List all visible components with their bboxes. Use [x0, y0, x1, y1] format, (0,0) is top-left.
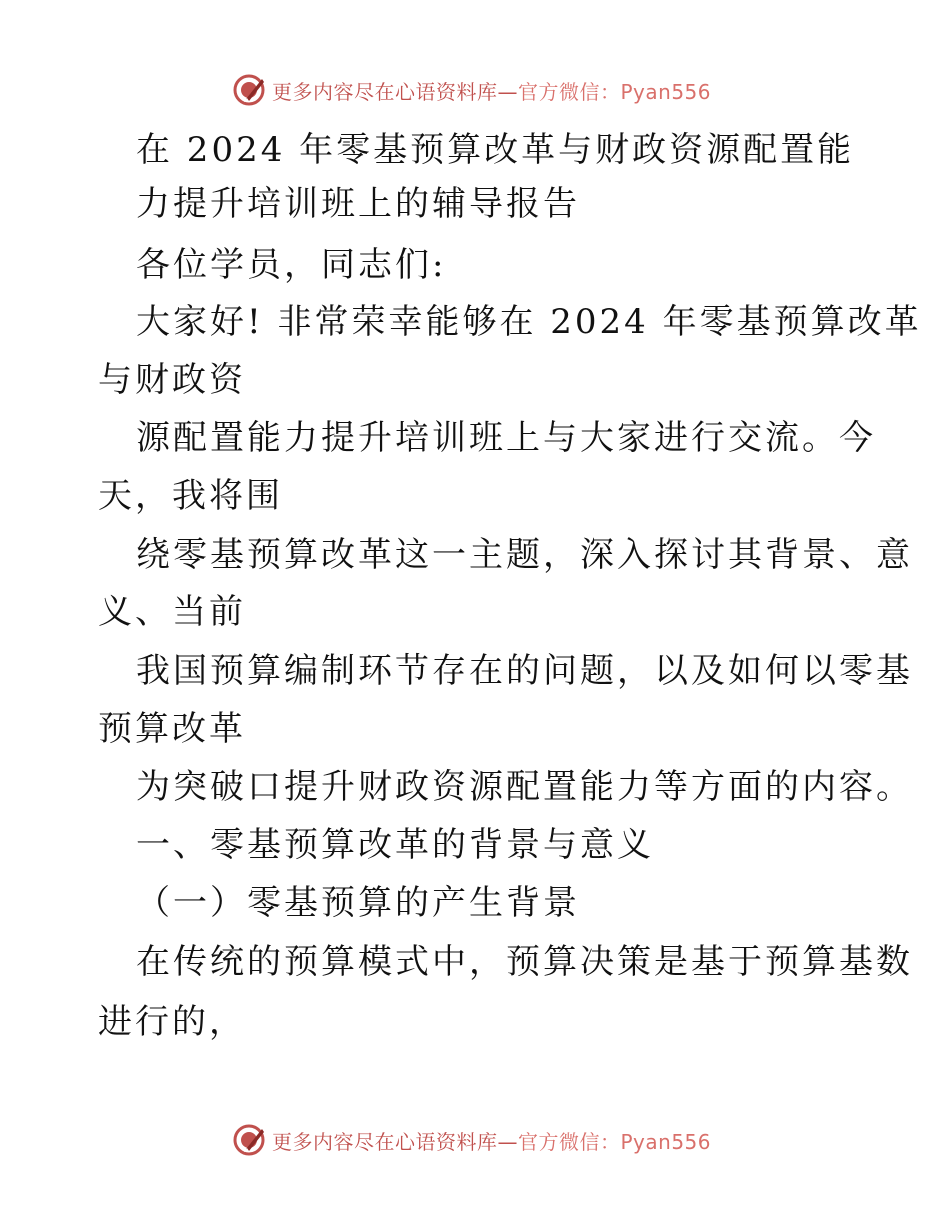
footer-banner [232, 1120, 732, 1160]
header-banner-main: 更多内容尽在心语资料库 [272, 79, 498, 104]
title-line-1: 在 2024 年零基预算改革与财政资源配置能 [136, 130, 855, 170]
paragraph-line: 与财政资 [98, 360, 246, 400]
pen-logo-icon [232, 1123, 266, 1157]
footer-banner-contact: 官方微信：Pyan556 [518, 1129, 712, 1154]
paragraph-line: 大家好! 非常荣幸能够在 2024 年零基预算改革 [136, 302, 922, 342]
salutation: 各位学员，同志们: [136, 245, 447, 285]
subsection-heading: （一）零基预算的产生背景 [136, 883, 580, 923]
title-line-2: 力提升培训班上的辅导报告 [136, 184, 580, 224]
header-banner-contact: 官方微信：Pyan556 [518, 79, 712, 104]
paragraph-line: 在传统的预算模式中，预算决策是基于预算基数 [136, 942, 913, 982]
paragraph-line: 为突破口提升财政资源配置能力等方面的内容。 [136, 767, 913, 807]
paragraph-line: 绕零基预算改革这一主题，深入探讨其背景、意 [136, 535, 913, 575]
pen-logo-icon [232, 73, 266, 107]
footer-banner-dash: — [497, 1129, 518, 1154]
paragraph-line: 我国预算编制环节存在的问题，以及如何以零基 [136, 651, 913, 691]
section-heading: 一、零基预算改革的背景与意义 [136, 825, 654, 865]
header-banner [232, 70, 732, 110]
header-banner-dash: — [497, 79, 518, 104]
paragraph-line: 进行的， [98, 1002, 246, 1042]
paragraph-line: 义、当前 [98, 592, 246, 632]
footer-banner-main: 更多内容尽在心语资料库 [272, 1129, 498, 1154]
paragraph-line: 源配置能力提升培训班上与大家进行交流。今 [136, 418, 876, 458]
paragraph-line: 天，我将围 [98, 476, 283, 516]
paragraph-line: 预算改革 [98, 709, 246, 749]
